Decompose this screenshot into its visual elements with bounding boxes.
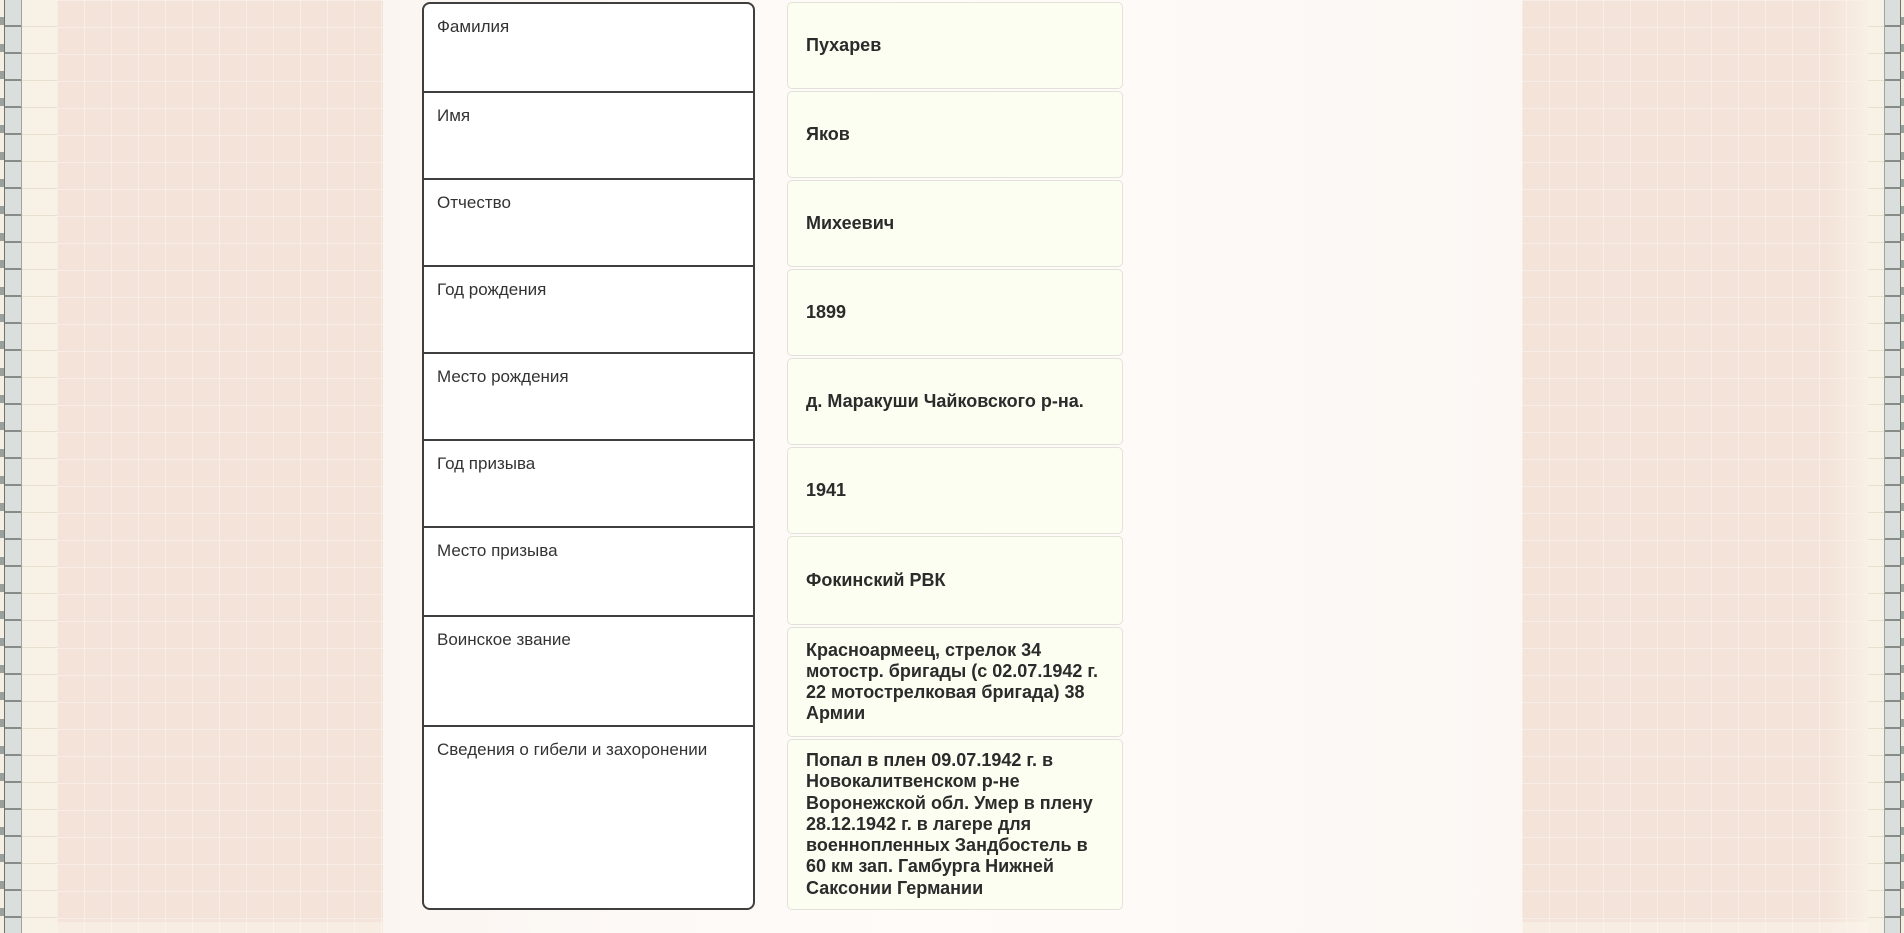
field-value-patronymic: Михеевич — [787, 180, 1123, 267]
field-label-draft-year: Год призыва — [424, 439, 753, 526]
field-label-patronymic: Отчество — [424, 178, 753, 265]
right-filmstrip-texture — [1884, 0, 1901, 933]
field-label-surname: Фамилия — [437, 17, 510, 36]
field-label-draft-place: Место призыва — [424, 526, 753, 615]
field-values-column — [787, 2, 1123, 910]
record-table — [422, 2, 1123, 910]
field-value-draft-year: 1941 — [787, 447, 1123, 534]
left-page-background — [57, 0, 383, 933]
field-value-death-burial-info: Попал в плен 09.07.1942 г. в Новокалитвенском р-не Воронежской обл. Умер в плену 28.12.1942 г. в лагере для военнопленных Зандбостель в 60 км зап. Гамбурга Нижней Саксонии Германии — [787, 739, 1123, 910]
field-label-given-name: Имя — [424, 91, 753, 178]
field-value-draft-place: Фокинский РВК — [787, 536, 1123, 625]
field-label-death-burial-info: Сведения о гибели и захоронении — [424, 725, 753, 896]
field-label-birth-year: Год рождения — [424, 265, 753, 352]
field-value-birth-year: 1899 — [787, 269, 1123, 356]
field-value-birth-place: д. Маракуши Чайковского р-на. — [787, 358, 1123, 445]
field-value-military-rank: Красноармеец, стрелок 34 мотостр. бригады (с 02.07.1942 г. 22 мотострелковая бригада) 38 Армии — [787, 627, 1123, 737]
field-value-surname: Пухарев — [787, 2, 1123, 89]
field-labels-column — [422, 2, 755, 910]
right-page-background — [1522, 0, 1868, 933]
field-label-birth-place: Место рождения — [424, 352, 753, 439]
right-paper-strip — [1868, 0, 1884, 933]
left-filmstrip-texture — [4, 0, 22, 933]
field-value-given-name: Яков — [787, 91, 1123, 178]
left-paper-strip — [22, 0, 57, 933]
field-label-military-rank: Воинское звание — [424, 615, 753, 725]
